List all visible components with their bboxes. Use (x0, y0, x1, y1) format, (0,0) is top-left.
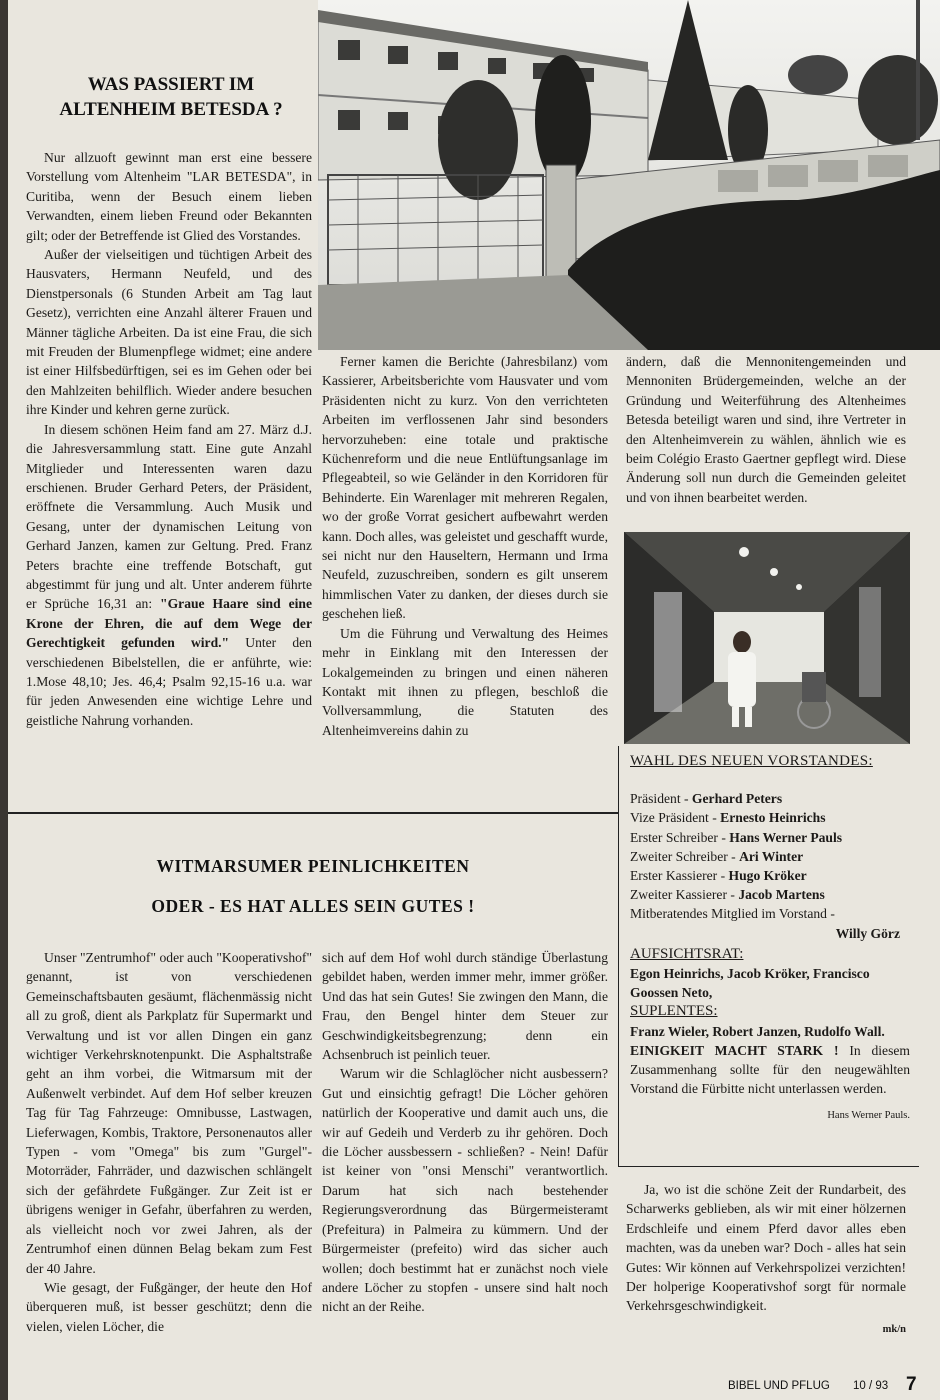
article2-title (48, 846, 578, 926)
corridor-image (624, 532, 910, 744)
board-member: Mitberatendes Mitglied im Vorstand - Willy Görz (630, 906, 900, 941)
board-member-name: Gerhard Peters (691, 791, 783, 807)
board-member-name: Hugo Kröker (728, 868, 807, 884)
board-member: Zweiter Schreiber - Ari Winter (630, 848, 804, 864)
issue-number: 10 / 93 (853, 1380, 889, 1392)
article2-title-line1: WITMARSUMER PEINLICHKEITEN (156, 856, 470, 876)
article2-paragraph: sich auf dem Hof wohl durch ständige Überlastung gebildet haben, werden immer mehr, immer größer. Und das hat sein Gutes! Sie zwingen den Mann, die Frau, den Bengel hinter dem Steuer zur Geschwindigkeitsbegrenzung; denn ein Achsenbruch ist peinlich teuer. (322, 950, 608, 1063)
article1-paragraph: Um die Führung und Verwaltung des Heimes mehr in Einklang mit den Interessen der Lokalgemeinden zu bringen und einen näheren Kontakt mit ihnen zu pflegen, beschloß die Vollversammlung, die Statuten des Altenheimvereins dahin zu (322, 625, 608, 738)
board-member: Präsident - Gerhard Peters (630, 791, 783, 807)
bible-quote: "Graue Haare sind eine Krone der Ehren, die auf dem Wege der Gerechtigkeit gefunden wird." (26, 596, 312, 651)
board-member-name: Jacob Martens (738, 887, 825, 903)
article2-paragraph: Warum wir die Schlaglöcher nicht ausbessern? Gut und einsichtig gefragt! Die Löcher gehören natürlich der Kooperative und damit auch uns, die wir auf Gedeih und Verderb zu ihr gehören. Doch die Löcher aussbessern - schließen? - Nein! Dafür ist keiner von "onsi Menschi" verantwortlich. Darum hat sich nach bestehender Regierungsverordnung das Bürgermeisteramt (Prefeitura) in Palmeira zu kümmern. Und der Bürgermeister (prefeito) wird das sicher auch wollen; doch bestimmt hat er zunächst noch viele andere Löcher zu stopfen - unsere sind halt noch nicht an der Reihe. (322, 1066, 608, 1315)
article1-title-line2: ALTENHEIM BETESDA ? (59, 99, 283, 120)
article1-title-line1: WAS PASSIERT IM (87, 74, 255, 95)
motto-paragraph: EINIGKEIT MACHT STARK ! In diesem Zusammenhang sollte für den neugewählten Vorstand die Fürbitte nicht unterlassen werden. (630, 1042, 910, 1097)
article1-paragraph: In diesem schönen Heim fand am 27. März d.J. die Jahresversammlung statt. Eine gute Anzahl Mitglieder und Interessenten waren dazu erschienen. Bruder Gerhard Peters, der Präsident, eröffnete die Versammlung. Auch Musik und Gesang, unter der dynamischen Leitung von Gerhard Janzen, kamen zur Geltung. Pred. Franz Peters brachte eine treffende Botschaft, gut abgestimmt für jung und alt. Unter anderem führte er Sprüche 16,31 an: "Graue Haare sind eine Krone der Ehren, die auf dem Wege der Gerechtigkeit gefunden wird." Unter den verschiedenen Bibelstellen, die er anführte, wie: 1.Mose 48,10; Jes. 46,4; Psalm 92,15-16 u.a. war für jeden Anwesenden eine wichtige Lehre und geistliche Nahrung vorhanden. (26, 421, 312, 728)
article2-paragraph: Unser "Zentrumhof" oder auch "Kooperativshof" genannt, ist von verschiedenen Gemeinschaftsbauten gesäumt, flächenmässig nicht all zu groß, dient als Parkplatz für Supermarkt und Verwaltung und ist vor allen Dingen ein ganz wichtiger Verkehrsknotenpunkt. Die Asphaltstraße geht an ihm vorbei, die Witmarsum mit der Außenwelt verbindet. Auf dem Hof selber kreuzen Tag für Tag Fahrzeuge: Omnibusse, Lastwagen, Lieferwagen, Kombis, Traktore, Personenautos aller Typen - vom "Omega" bis zum "Gurgel"- Motorräder, Fahrräder, und dazwischen schlängelt sich der gefährdete Fußgänger. Zur Zeit ist er übrigens weniger in Gefahr, überfahren zu werden, als vielleicht noch vor zwei Jahren, als der Zentrumhof einen dünnen Belag bekam zum Fest der 40 Jahre. (26, 950, 312, 1276)
supervisory-heading: AUFSICHTSRAT: (630, 945, 744, 962)
supervisory-names: Egon Heinrichs, Jacob Kröker, Francisco Goossen Neto, (630, 966, 870, 1001)
board-author: Hans Werner Pauls. (827, 1110, 910, 1122)
article2-title-line2: ODER - ES HAT ALLES SEIN GUTES ! (151, 896, 475, 916)
article2-column3 (626, 1180, 906, 1339)
magazine-page (8, 0, 940, 1400)
magazine-name: BIBEL UND PFLUG (728, 1380, 830, 1392)
board-member-name: Hans Werner Pauls (729, 829, 843, 845)
motto: EINIGKEIT MACHT STARK ! (630, 1042, 839, 1058)
article2-paragraph: Ja, wo ist die schöne Zeit der Rundarbeit, des Scharwerks geblieben, als wir mit einer hölzernen Erdschleife und einem Pferd davor alles eben machten, was da uneben war? Doch - alles hat sein Gutes: Wir können auf Verkehrspolizei verzichten! Der holperige Kooperativshof sorgt für normale Verkehrsgeschwindigkeit. (626, 1182, 906, 1314)
corridor-photo (624, 532, 910, 744)
article1-paragraph: Nur allzuoft gewinnt man erst eine bessere Vorstellung vom Altenheim "LAR BETESDA", in Curitiba, wenn der Besuch einem lieben Verwandten, einem lieben Freund oder Bekannten gilt; oder der Betreffende ist Glied des Vorstandes. (26, 150, 312, 243)
board-heading: WAHL DES NEUEN VORSTANDES: (630, 753, 873, 769)
board-members (630, 789, 910, 943)
board-member: Erster Schreiber - Hans Werner Pauls (630, 829, 843, 845)
board-member-name: Willy Görz (835, 925, 900, 941)
substitutes-names: Franz Wieler, Robert Janzen, Rudolfo Wall. (630, 1023, 885, 1039)
article1-column1 (26, 148, 312, 730)
article2-paragraph: Wie gesagt, der Fußgänger, der heute den Hof überqueren muß, ist besser geschützt; denn die vielen, vielen Löcher, die (26, 1279, 312, 1334)
board-member-name: Ari Winter (739, 848, 804, 864)
page-number: 7 (906, 1374, 917, 1395)
article2-column1 (26, 948, 312, 1336)
board-member: Zweiter Kassierer - Jacob Martens (630, 887, 825, 903)
board-election (630, 752, 910, 1126)
article1-column3 (626, 352, 906, 507)
article1-paragraph: Ferner kamen die Berichte (Jahresbilanz) vom Kassierer, Arbeitsberichte vom Hausvater und vom Präsidenten nicht zu kurz. Von den verrichteten Arbeiten im verflossenen Jahr sind besonders hervorzuheben: eine totale und praktische Küchenreform und die neue Entlüftungsanlage im Pflegeabteil, so wie Geländer in den Korridoren für Behinderte. Ein Warenlager mit mehreren Regalen, wo der große Vorrat gesichert aufbewahrt werden kann. Doch alles, was geleistet und geschafft wurde, sei nicht nur den Hauseltern, Hermann und Irma Neufeld, zuzuschreiben, sondern es gilt unserem himmlischen Vater zu danken, der dieses durch sie geschehen ließ. (322, 354, 608, 622)
article-divider (8, 812, 618, 814)
article2-column2 (322, 948, 608, 1317)
article1-paragraph: Außer der vielseitigen und tüchtigen Arbeit des Hausvaters, Hermann Neufeld, und des Dienstpersonals (6 Stunden Arbeit am Tag laut Gesetz), verrichten eine Anzahl älterer Frauen und Männer tägliche Arbeiten. Da ist eine Frau, die sich mit Freuden der Blumenpflege widmet; eine andere ist einer Hilfsbedürftigen, sei es im Gehen oder bei den Mahlzeiten behilflich. Wieder andere besuchen ihre Kinder und kehren gerne zurück. (26, 247, 312, 418)
board-member: Erster Kassierer - Hugo Kröker (630, 868, 807, 884)
retirement-home-photo (318, 0, 940, 350)
article1-column2 (322, 352, 608, 740)
board-member-name: Ernesto Heinrichs (720, 810, 826, 826)
building-image (318, 0, 940, 350)
article2-signature: mk/n (882, 1323, 906, 1335)
substitutes-heading: SUPLENTES: (630, 1003, 718, 1020)
page-footer (728, 1376, 938, 1398)
article1-paragraph: ändern, daß die Mennonitengemeinden und Mennoniten Brüdergemeinden, welche an der Gründung und Weiterführung des Altenheimes Betesda beteiligt waren und sind, ihre Vertreter in den Altenheimverein zu wählen, ähnlich wie es beim Colégio Erasto Gaertner gepflegt wird. Diese Änderung soll nun durch die Gemeinden geleitet und von ihnen bearbeitet werden. (626, 354, 906, 505)
article1-title (26, 72, 316, 122)
board-member: Vize Präsident - Ernesto Heinrichs (630, 810, 826, 826)
